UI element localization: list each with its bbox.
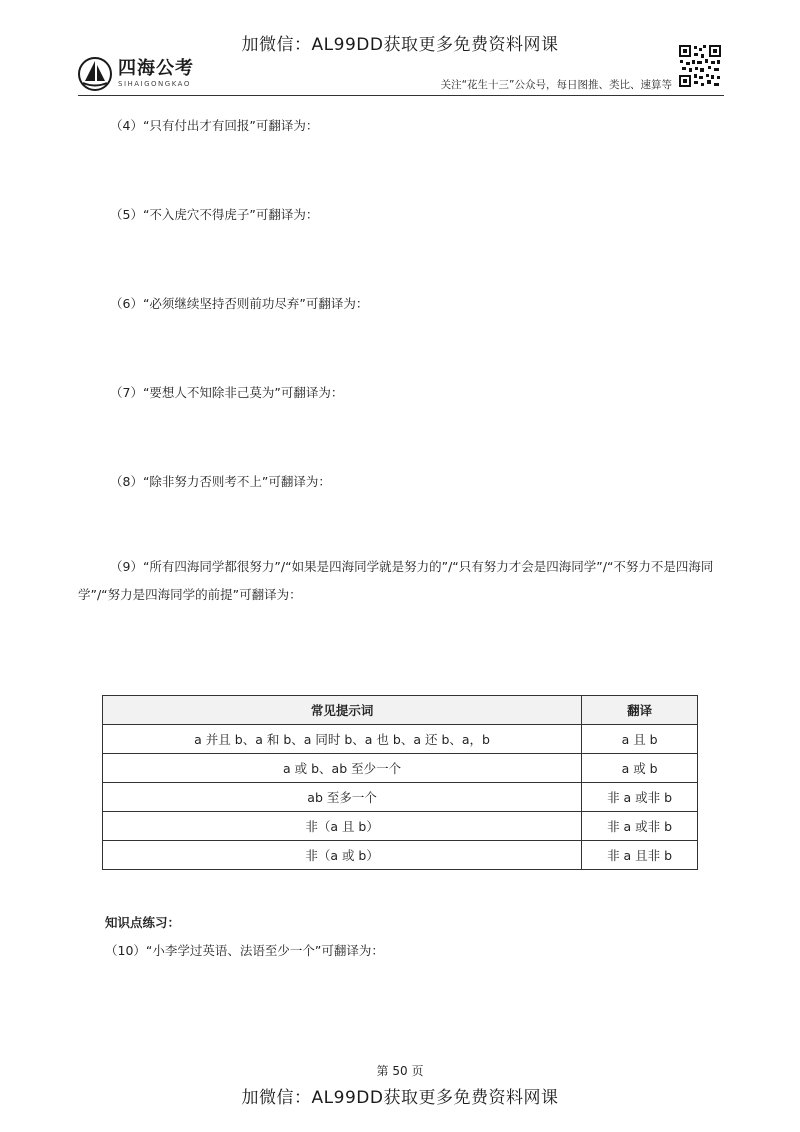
table-header-translation: 翻译 bbox=[582, 696, 698, 725]
qr-code-icon bbox=[678, 44, 722, 88]
table-row bbox=[103, 725, 698, 754]
table-cell: a 或 b、ab 至少一个 bbox=[103, 754, 582, 783]
question-7: （7）“要想人不知除非己莫为”可翻译为： bbox=[110, 385, 344, 400]
table-header-row bbox=[103, 696, 698, 725]
question-9: （9）“所有四海同学都很努力”/“如果是四海同学就是努力的”/“只有努力才会是四海同学”/“不努力不是四海同学”/“努力是四海同学的前提”可翻译为： bbox=[78, 559, 714, 602]
table-cell: 非 a 或非 b bbox=[582, 783, 698, 812]
watermark-top: 加微信：AL99DD获取更多免费资料网课 bbox=[241, 35, 559, 55]
table-row bbox=[103, 812, 698, 841]
sailboat-logo-icon bbox=[78, 57, 112, 91]
question-5: （5）“不入虎穴不得虎子”可翻译为： bbox=[110, 207, 319, 222]
logo-subtitle: SIHAIGONGKAO bbox=[118, 80, 191, 88]
logo-name: 四海公考 bbox=[118, 58, 194, 79]
hint-words-table bbox=[102, 695, 698, 870]
table-cell: 非 a 或非 b bbox=[582, 812, 698, 841]
table-row bbox=[103, 783, 698, 812]
question-8: （8）“除非努力否则考不上”可翻译为： bbox=[110, 474, 331, 489]
question-10: （10）“小李学过英语、法语至少一个”可翻译为： bbox=[105, 943, 384, 958]
table-cell: 非（a 或 b） bbox=[103, 841, 582, 870]
table-cell: a 并且 b、a 和 b、a 同时 b、a 也 b、a 还 b、a，b bbox=[103, 725, 582, 754]
table-row bbox=[103, 754, 698, 783]
header-divider bbox=[78, 95, 724, 96]
practice-section-title: 知识点练习： bbox=[105, 915, 181, 930]
table-row bbox=[103, 841, 698, 870]
question-6: （6）“必须继续坚持否则前功尽弃”可翻译为： bbox=[110, 296, 369, 311]
logo bbox=[78, 56, 194, 92]
table-cell: ab 至多一个 bbox=[103, 783, 582, 812]
table-cell: 非 a 且非 b bbox=[582, 841, 698, 870]
table-header-hint-words: 常见提示词 bbox=[103, 696, 582, 725]
page-number: 第 50 页 bbox=[376, 1064, 424, 1078]
table-cell: 非（a 且 b） bbox=[103, 812, 582, 841]
table-cell: a 或 b bbox=[582, 754, 698, 783]
question-4: （4）“只有付出才有回报”可翻译为： bbox=[110, 118, 319, 133]
table-cell: a 且 b bbox=[582, 725, 698, 754]
header-slogan: 关注“花生十三”公众号，每日图推、类比、速算等 bbox=[440, 79, 672, 91]
watermark-bottom: 加微信：AL99DD获取更多免费资料网课 bbox=[241, 1088, 559, 1108]
